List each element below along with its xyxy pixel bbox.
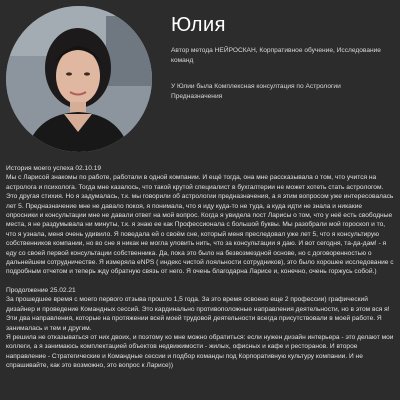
consultation-note: У Юлии была Комплексная консултация по Астрологии Предназначения: [171, 83, 341, 100]
story-paragraph-1: Мы с Ларисой знакомы по работе, работали в одной компании. И ещё тогда, она мне рассказывала о том, что учится на астролога и психолога. Тогда мне казалось, что такой крутой специалист в бухгалтерии не может хотеть стать астрологом. Это другая стихия. Но я задумалась, т.к. мы говорили об астрологии предназначения, а я этим вопросом уже интересовалась лет 5. Предназначение мне не давало покоя, я понимала, что я иду куда-то не туда, а куда идти не знала и никакие опросники и консультации мне не давали ответ на мой вопрос. Когда я увидела пост Ларисы о том, что у неё есть свободные места, я не раздумывала ни минуты, т.к. я знаю ее как Профессионала с большой буквы. Мы разобрали мой гороскоп и то, что я узнала, меня очень удивило. Я поведала ей о своём сне, который меня преследовал уже лет 5, что я консультирую собственников компании, но во сне я никак не могла уловить нить, что за консультации я даю. И вот сегодня, та-да-дам! - я еду со своей первой консультации собственника. Да, пока это было на безвозмездной основе, но с договоренностью о дальнейшем сотрудничестве. Я измеряла eNPS ( индекс чистой лояльности сотрудников), это было хорошее исследование с подробным отчетом и теперь жду обратную связь от него. Я очень благодарна Ларисе и, конечно, очень горжусь собой.): [6, 174, 394, 276]
story-heading-1: История моего успеха 02.10.19: [6, 165, 102, 172]
portrait-photo: [6, 6, 152, 152]
story-paragraph-2: За прошедшее время с моего первого отзыва прошло 1,5 года. За это время освоено еще 2 профессии) графический дизайнер и проведение Командных сессий. Это кардинально противоположные направления деятельности, но в этом вся я! Эти два направления, которые на протяжении всей моей трудовой деятельности всегда присутствовали в моей работе. Я занималась и тем и другим.: [6, 296, 390, 332]
profile-role: Автор метода НЕЙРОСКАН, Корпративное обучение, Исследование команд: [171, 47, 381, 64]
success-story: [6, 164, 394, 371]
story-paragraph-3: Я решила не отказываться от них двоих, и поэтому ко мне можно обратиться: если нужен дизайн интерьера - это делают мои коллеги, а я занимаюсь комплектацией объектов недвижимости - жилых, офисных и кафе и ресторанов. И второе направление - Стратегические и Командные сессии и подбор команды под Корпоративную культуру компании. И не спрашивайте, как это возможно, это вопрос к Ларисе)): [6, 333, 394, 370]
profile-name: Юлия: [171, 14, 226, 36]
story-heading-2: Продолжение 25.02.21: [6, 286, 76, 294]
avatar: [6, 6, 152, 152]
